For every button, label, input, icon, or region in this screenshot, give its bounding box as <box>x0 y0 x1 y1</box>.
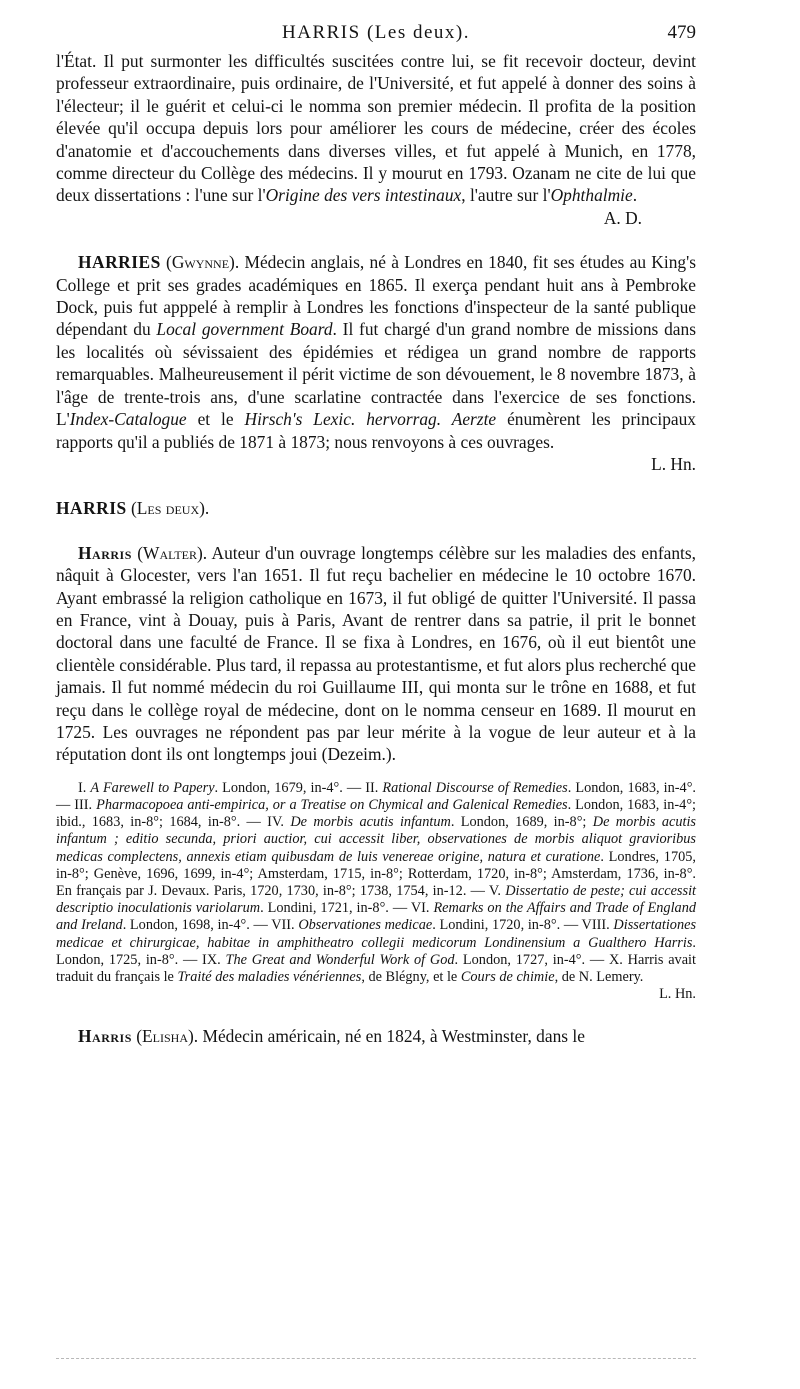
running-head <box>56 22 696 50</box>
italic-title: Index-Catalogue <box>69 409 187 430</box>
bib-title: Cours de chimie <box>460 969 555 986</box>
bib-text: , de N. Lemery. <box>554 969 644 986</box>
text-run: et le <box>186 409 245 430</box>
author-signature: A. D. <box>603 207 642 228</box>
bib-text: I. <box>78 779 91 796</box>
entry-firstname: (Walter) <box>137 542 203 563</box>
entry-firstname: (Gwynne) <box>166 252 235 273</box>
bib-text: . London, 1727, in-4°. — X. Harris avait traduit du français le <box>56 951 696 986</box>
entry-headword: Harris <box>78 542 132 563</box>
bib-title: Pharmacopoea anti-empirica, or a Treatise on Chymical and Galenical Remedies <box>96 796 568 813</box>
bib-title: Traité des maladies vénériennes <box>177 969 362 986</box>
italic-title: Ophthalmie <box>550 185 633 206</box>
text-run: l'État. Il put surmonter les difficultés suscitées contre lui, se fit recevoir docteur, devint professeur extraordinaire, puis ordinaire, de l'Université, et fut appelé à donner des soins à l'électeur; il le guérit et celui-ci le nomma son premier médecin. Il profita de la position élevée qu'il occupa depuis lors pour améliorer les cours de médecine, créer des écoles d'anatomie et d'accouchements dans diverses villes, et fut appelé à Munich, en 1778, comme directeur du Collège des médecins. Il y mourut en 1793. Ozanam ne cite de lui que deux dissertations : l'une sur l' <box>56 51 696 206</box>
bib-text: , de Blégny, et le <box>361 969 461 986</box>
bib-text: . London, 1683, in-4°; ibid., 1683, in-8°; 1684, in-8°. — IV. <box>56 796 697 831</box>
text-run: . <box>632 185 638 206</box>
author-signature: L. Hn. <box>659 986 696 1003</box>
bib-text: . London, 1725, in-8°. — IX. <box>56 934 696 968</box>
bib-title: Observationes medicae <box>298 917 433 934</box>
section-heading-harris <box>56 497 696 519</box>
entry-continuation-paragraph <box>56 50 696 207</box>
page <box>56 22 696 1048</box>
bib-text: . Londres, 1705, in-8°; Genève, 1696, 1699, in-4°; Amsterdam, 1715, in-8°; Rotterdam, 1720, in-8°; Amsterdam, 1736, in-8°. En français par J. Devaux. Paris, 1720, 1730, in-8°; 1738, 1754, in-12. — V. <box>56 848 696 899</box>
entry-harris-elisha <box>56 1025 696 1047</box>
entry-headword: HARRIES <box>78 252 161 273</box>
bib-title: De morbis acutis infantum ; editio secunda, priori auctior, cui accessit liber, observationes de morbis aliquot gravioribus medicas complectens, annexis etiam quibusdam de luis venereae origine, natura et curatione <box>56 814 696 865</box>
bib-text: . London, 1683, in-4°. — III. <box>56 779 696 813</box>
bib-text: . Londini, 1720, in-8°. — VIII. <box>432 917 614 934</box>
bib-title: A Farewell to Papery <box>90 779 215 796</box>
bib-title: Rational Discourse of Remedies <box>382 779 568 796</box>
entry-harries-gwynne <box>56 251 696 453</box>
italic-title: Origine des vers intestinaux <box>265 185 462 206</box>
page-number: 479 <box>667 22 696 43</box>
bib-text: . London, 1698, in-4°. — VII. <box>122 917 299 934</box>
bib-title: Remarks on the Affairs and Trade of England and Ireland <box>56 900 696 934</box>
text-run: . Médecin anglais, né à Londres en 1840, fit ses études au King's College et prit ses grades académiques en 1865. Il exerça pendant huit ans à Pembroke Dock, puis fut apppelé à remplir à Londres les fonctions d'inspecteur de la santé publique dépendant du <box>56 252 696 340</box>
italic-title: Local government Board <box>156 319 333 340</box>
entry-firstname: (Les deux). <box>131 498 210 519</box>
bibliography-walter-harris <box>56 780 696 986</box>
entry-headword: HARRIS <box>56 498 127 519</box>
text-run: , l'autre sur l' <box>461 185 551 206</box>
running-title: HARRIS (Les deux). <box>282 22 470 43</box>
italic-title: Hirsch's Lexic. hervorrag. Aerzte <box>244 409 497 430</box>
entry-headword: Harris <box>78 1026 132 1047</box>
footer-rule <box>56 1358 696 1359</box>
text-run: . Auteur d'un ouvrage longtemps célèbre sur les maladies des enfants, nâquit à Glocester, vers l'an 1651. Il fut reçu bachelier en médecine le 10 octobre 1670. Ayant embrassé la religion catholique en 1673, il fut obligé de quitter l'Université. Il passa en France, vint à Douay, puis à Paris, Avant de rentrer dans sa patrie, il prit le bonnet doctoral dans une faculté de France. Il se fixa à Londres, en 1676, où il eut bientôt une clientèle considérable. Plus tard, il repassa au protestantisme, et fut alors plus recherché que jamais. Il fut nommé médecin du roi Guillaume III, qui monta sur le trône en 1688, et fut reçu dans le collège royal de médecine, dont on le nomma censeur en 1689. Il mourut en 1725. Les ouvrages ne répondent pas par leur mérite à la vogue de leur auteur et à la réputation dont ils ont longtemps joui (Dezeim.). <box>56 542 696 765</box>
entry-harris-walter <box>56 542 696 766</box>
text-run: énumèrent les principaux rapports qu'il a publiés de 1871 à 1873; nous renvoyons à ces ouvrages. <box>56 409 696 452</box>
bib-title: Dissertatio de peste; cui accessit descriptio inoculationis variolarum <box>56 883 697 917</box>
bib-title: De morbis acutis infantum <box>290 814 451 831</box>
bib-title: The Great and Wonderful Work of God <box>225 951 455 968</box>
author-signature: L. Hn. <box>651 453 696 474</box>
text-run: . Médecin américain, né en 1824, à Westminster, dans le <box>193 1026 585 1047</box>
bib-text: . London, 1679, in-4°. — II. <box>214 779 383 796</box>
bib-title: Dissertationes medicae et chirurgicae, habitae in amphitheatro collegii medicorum Londinensium a Gualthero Harris <box>56 917 697 951</box>
bib-text: . Londini, 1721, in-8°. — VI. <box>260 900 434 917</box>
text-run: . Il fut chargé d'un grand nombre de missions dans les localités où sévissaient des épidémies et rédigea un grand nombre de rapports remarquables. Malheureusement il périt victime de son dévouement, le 8 novembre 1873, à l'âge de trente-trois ans, d'une scarlatine contractée dans l'exercice de ses fonctions. L' <box>56 319 696 430</box>
entry-firstname: (Elisha) <box>136 1026 194 1047</box>
bib-text: . London, 1689, in-8°; <box>450 814 593 831</box>
